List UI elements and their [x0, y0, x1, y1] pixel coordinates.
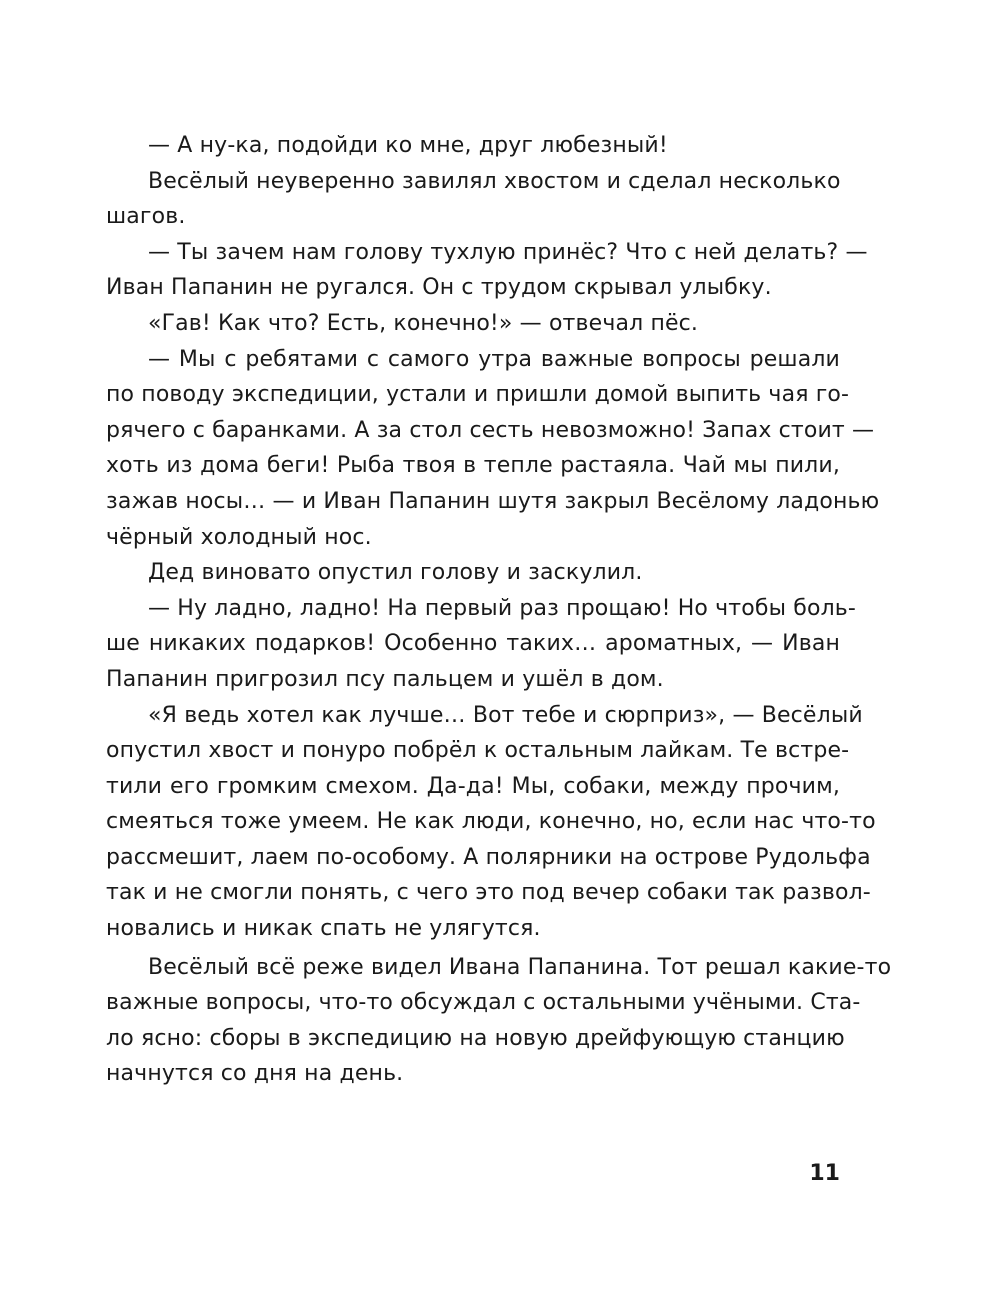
text-line: «Я ведь хотел как лучше… Вот тебе и сюрприз», — Весёлый [148, 702, 863, 728]
text-line: Весёлый всё реже видел Ивана Папанина. Тот решал какие-то [148, 954, 892, 980]
text-line: — Мы с ребятами с самого утра важные вопросы решали [148, 346, 840, 372]
text-line: — А ну-ка, подойди ко мне, друг любезный! [148, 133, 668, 158]
text-line: шагов. [106, 204, 186, 230]
text-line: ло ясно: сборы в экспедицию на новую дрейфующую станцию [106, 1025, 845, 1051]
text-line: опустил хвост и понуро побрёл к остальным лайкам. Те встре- [106, 738, 850, 764]
text-line: зажав носы… — и Иван Папанин шутя закрыл Весёлому ладонью [106, 488, 880, 514]
text-line: «Гав! Как что? Есть, конечно!» — отвечал пёс. [148, 310, 699, 336]
text-line: начнутся со дня на день. [106, 1061, 404, 1087]
body-text [106, 128, 892, 1092]
text-line: рячего с баранками. А за стол сесть невозможно! Запах стоит — [106, 417, 875, 443]
text-line: новались и никак спать не улягутся. [106, 916, 541, 942]
text-line: ше никаких подарков! Особенно таких… ароматных, — Иван [106, 631, 840, 657]
text-line: Весёлый неуверенно завилял хвостом и сделал несколько [148, 168, 841, 194]
text-line: Дед виновато опустил голову и заскулил. [148, 560, 643, 586]
text-line: чёрный холодный нос. [106, 524, 372, 550]
text-line: смеяться тоже умеем. Не как люди, конечно, но, если нас что-то [106, 809, 876, 835]
text-line: Папанин пригрозил псу пальцем и ушёл в дом. [106, 666, 664, 692]
text-line: тили его громким смехом. Да-да! Мы, собаки, между прочим, [106, 773, 840, 799]
text-line: — Ну ладно, ладно! На первый раз прощаю! Но чтобы боль- [148, 595, 856, 621]
text-line: хоть из дома беги! Рыба твоя в тепле растаяла. Чай мы пили, [106, 453, 840, 479]
text-line: рассмешит, лаем по-особому. А полярники на острове Рудольфа [106, 844, 871, 870]
text-line: так и не смогли понять, с чего это под вечер собаки так развол- [106, 880, 871, 906]
text-line: важные вопросы, что-то обсуждал с остальными учёными. Ста- [106, 990, 861, 1016]
text-line: — Ты зачем нам голову тухлую принёс? Что с ней делать? — [148, 239, 868, 265]
page-number: 11 [809, 1161, 840, 1186]
text-line: Иван Папанин не ругался. Он с трудом скрывал улыбку. [106, 275, 772, 301]
text-line: по поводу экспедиции, устали и пришли домой выпить чая го- [106, 382, 850, 408]
